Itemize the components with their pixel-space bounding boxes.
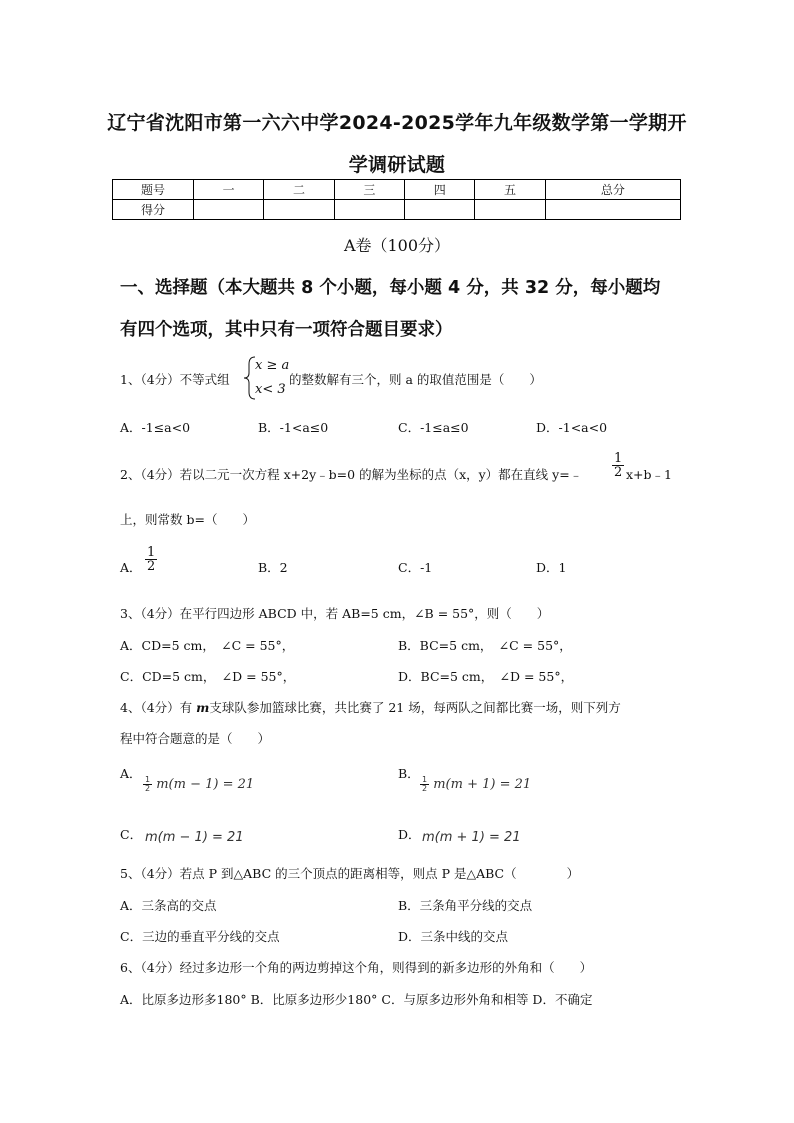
option-b: B． (398, 766, 420, 781)
question-6: 6、（4分）经过多边形一个角的两边剪掉这个角，则得到的新多边形的外角和（ ） (120, 960, 593, 975)
score-input-cell (264, 200, 334, 220)
question-text: 程中符合题意的是（ ） (120, 731, 271, 746)
option-c: C．-1≤a≤0 (398, 420, 469, 435)
option-c-expression: m(m − 1) = 21 (145, 830, 244, 845)
option-d-expression: m(m + 1) = 21 (422, 830, 521, 845)
inequality-1: x ≥ a (255, 358, 290, 373)
option-a: A．-1≤a<0 (120, 420, 191, 435)
variable-m: m (196, 700, 210, 715)
expression: m(m − 1) = 21 (156, 777, 255, 792)
fraction-denominator: 2 (422, 784, 428, 793)
table-cell: 四 (405, 180, 475, 200)
fraction-denominator: 2 (614, 465, 623, 480)
section-heading-line2: 有四个选项，其中只有一项符合题目要求） (120, 320, 453, 340)
question-2: 2、（4分）若以二元一次方程 x+2y﹣b=0 的解为坐标的点（x，y）都在直线 y=﹣ (120, 467, 583, 482)
score-input-cell (334, 200, 404, 220)
page-title-line2: 学调研试题 (348, 154, 446, 176)
options-line: A．比原多边形多180° B．比原多边形少180° C．与原多边形外角和相等 D．不确定 (120, 992, 593, 1007)
option-d: D．BC=5 cm， ∠D = 55°， (398, 669, 574, 684)
question-text: 支球队参加篮球比赛，共比赛了 21 场，每两队之间都比赛一场，则下列方 (209, 700, 621, 715)
table-cell: 题号 (113, 180, 194, 200)
section-heading-line1: 一、选择题（本大题共 8 个小题，每小题 4 分，共 32 分，每小题均 (120, 278, 661, 298)
fraction-denominator: 2 (145, 784, 151, 793)
option-c: C．-1 (398, 560, 433, 575)
score-table-header-row (113, 180, 681, 200)
table-cell: 得分 (113, 200, 194, 220)
table-cell: 总分 (545, 180, 680, 200)
score-input-cell (545, 200, 680, 220)
option-d: D．三条中线的交点 (398, 929, 509, 944)
option-c: C． (120, 827, 143, 842)
score-input-cell (475, 200, 545, 220)
table-cell: 二 (264, 180, 334, 200)
page-title-line1: 辽宁省沈阳市第一六六中学2024-2025学年九年级数学第一学期开 (107, 112, 687, 134)
fraction-denominator: 2 (147, 559, 156, 574)
table-cell: 三 (334, 180, 404, 200)
option-a-expression (143, 776, 254, 793)
volume-heading: A卷（100分） (343, 236, 451, 255)
score-input-cell (194, 200, 264, 220)
table-cell: 一 (194, 180, 264, 200)
question-text: x+b﹣1 (626, 467, 672, 482)
question-1 (120, 370, 230, 388)
fraction-numerator: 1 (147, 545, 156, 560)
question-5: 5、（4分）若点 P 到△ABC 的三个顶点的距离相等，则点 P 是△ABC（ ） (120, 866, 580, 881)
option-d: D．-1<a<0 (536, 420, 608, 435)
score-table (112, 179, 681, 220)
option-a: A． (120, 560, 142, 575)
question-text: 上，则常数 b=（ ） (120, 512, 255, 527)
expression: m(m + 1) = 21 (433, 777, 532, 792)
fraction (612, 452, 624, 479)
inequality-2: x< 3 (255, 382, 286, 397)
question-text: 的整数解有三个，则 a 的取值范围是（ ） (289, 372, 542, 387)
option-c: C．CD=5 cm， ∠D = 55°， (120, 669, 296, 684)
score-input-cell (405, 200, 475, 220)
option-a: A． (120, 766, 142, 781)
option-a: A．三条高的交点 (120, 898, 217, 913)
fraction (145, 546, 157, 573)
option-d: D． (398, 827, 421, 842)
table-cell: 五 (475, 180, 545, 200)
question-text: 1、（4分）不等式组 (120, 372, 230, 387)
option-c: C．三边的垂直平分线的交点 (120, 929, 280, 944)
option-b: B．2 (258, 560, 288, 575)
option-b: B．-1<a≤0 (258, 420, 329, 435)
fraction-numerator: 1 (614, 451, 623, 466)
question-4 (120, 698, 621, 716)
option-b: B．BC=5 cm， ∠C = 55°， (398, 638, 572, 653)
option-b: B．三条角平分线的交点 (398, 898, 533, 913)
option-b-expression (420, 776, 531, 793)
question-text: 4、（4分）有 (120, 700, 197, 715)
option-d: D．1 (536, 560, 567, 575)
option-a: A．CD=5 cm， ∠C = 55°， (120, 638, 295, 653)
score-table-score-row (113, 200, 681, 220)
question-3: 3、（4分）在平行四边形 ABCD 中，若 AB=5 cm，∠B = 55°，则（ ） (120, 606, 550, 621)
fraction-numerator: 1 (145, 775, 151, 784)
fraction-numerator: 1 (422, 775, 428, 784)
